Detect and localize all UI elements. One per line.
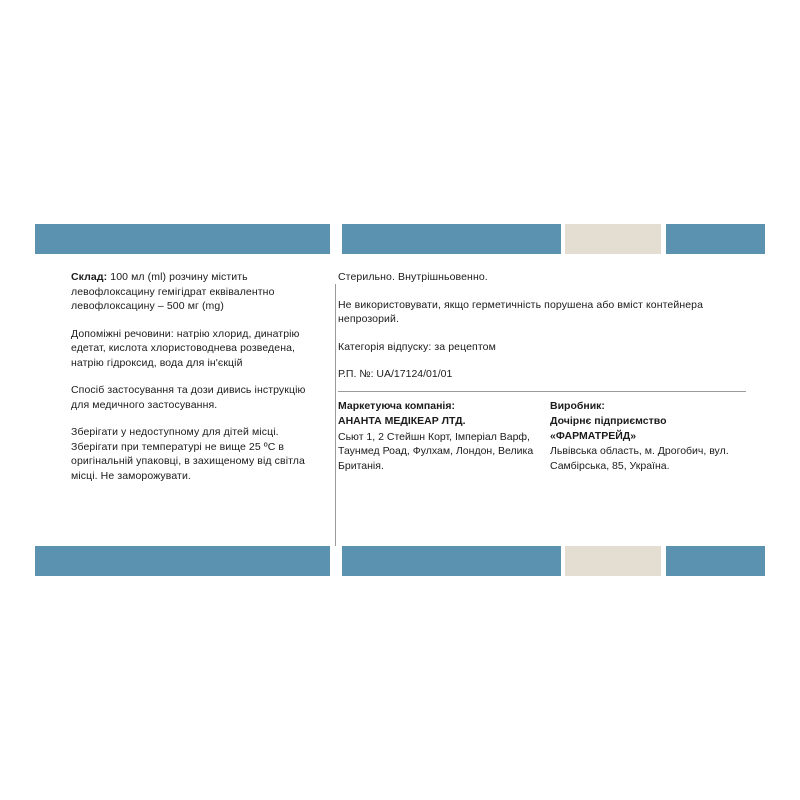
bottom-band-beige-patch <box>565 546 661 576</box>
manufacturer-company-name: Дочірнє підприємство «ФАРМАТРЕЙД» <box>550 415 667 442</box>
warning-paragraph: Не використовувати, якщо герметичність порушена або вміст контейнера непрозорий. <box>338 298 704 325</box>
sterility-paragraph: Стерильно. Внутрішньовенно. <box>338 271 488 283</box>
top-band-beige-right-edge <box>661 224 666 254</box>
top-band-beige-patch <box>565 224 661 254</box>
manufacturer-address: Львівська область, м. Дрогобич, вул. Самбірська, 85, Україна. <box>550 445 729 472</box>
marketing-company-name: АНАНТА МЕДІКЕАР ЛТД. <box>338 415 466 427</box>
company-block-rule <box>338 391 746 392</box>
package-label <box>35 224 765 576</box>
composition-label: Склад: <box>71 271 108 283</box>
manufacturer-heading: Виробник: <box>550 399 605 412</box>
label-top-band <box>35 224 765 254</box>
manufacturer-block <box>550 399 746 474</box>
bottom-band-beige-right-edge <box>661 546 666 576</box>
left-text-column <box>71 270 319 483</box>
right-text-column <box>338 270 746 473</box>
company-block <box>338 399 746 474</box>
marketing-company-block <box>338 399 534 474</box>
top-band-white-gap <box>330 224 342 254</box>
label-bottom-band <box>35 546 765 576</box>
category-paragraph: Категорія відпуску: за рецептом <box>338 340 496 353</box>
label-body <box>35 254 765 546</box>
composition-paragraph <box>71 270 319 314</box>
administration-paragraph: Спосіб застосування та дози дивись інструкцію для медичного застосування. <box>71 384 306 411</box>
registration-number: Р.П. №: UA/17124/01/01 <box>338 368 453 380</box>
bottom-band-white-gap <box>330 546 342 576</box>
marketing-address: Сьют 1, 2 Стейшн Корт, Імперіал Варф, Таунмед Роад, Фулхам, Лондон, Велика Британія. <box>338 430 534 472</box>
column-divider <box>335 284 336 576</box>
marketing-heading: Маркетуюча компанія: <box>338 399 455 412</box>
excipients-paragraph: Допоміжні речовини: натрію хлорид, динатрію едетат, кислота хлористоводнева розведена, натрію гідроксид, вода для ін'єкцій <box>71 327 300 369</box>
storage-paragraph: Зберігати у недоступному для дітей місці. Зберігати при температурі не вище 25 ºC в оригінальній упаковці, в захищеному від світла місці. Не заморожувати. <box>71 426 305 482</box>
composition-text: 100 мл (ml) розчину містить левофлоксацину гемігідрат еквівалентно левофлоксацину – 500 мг (mg) <box>71 271 275 312</box>
